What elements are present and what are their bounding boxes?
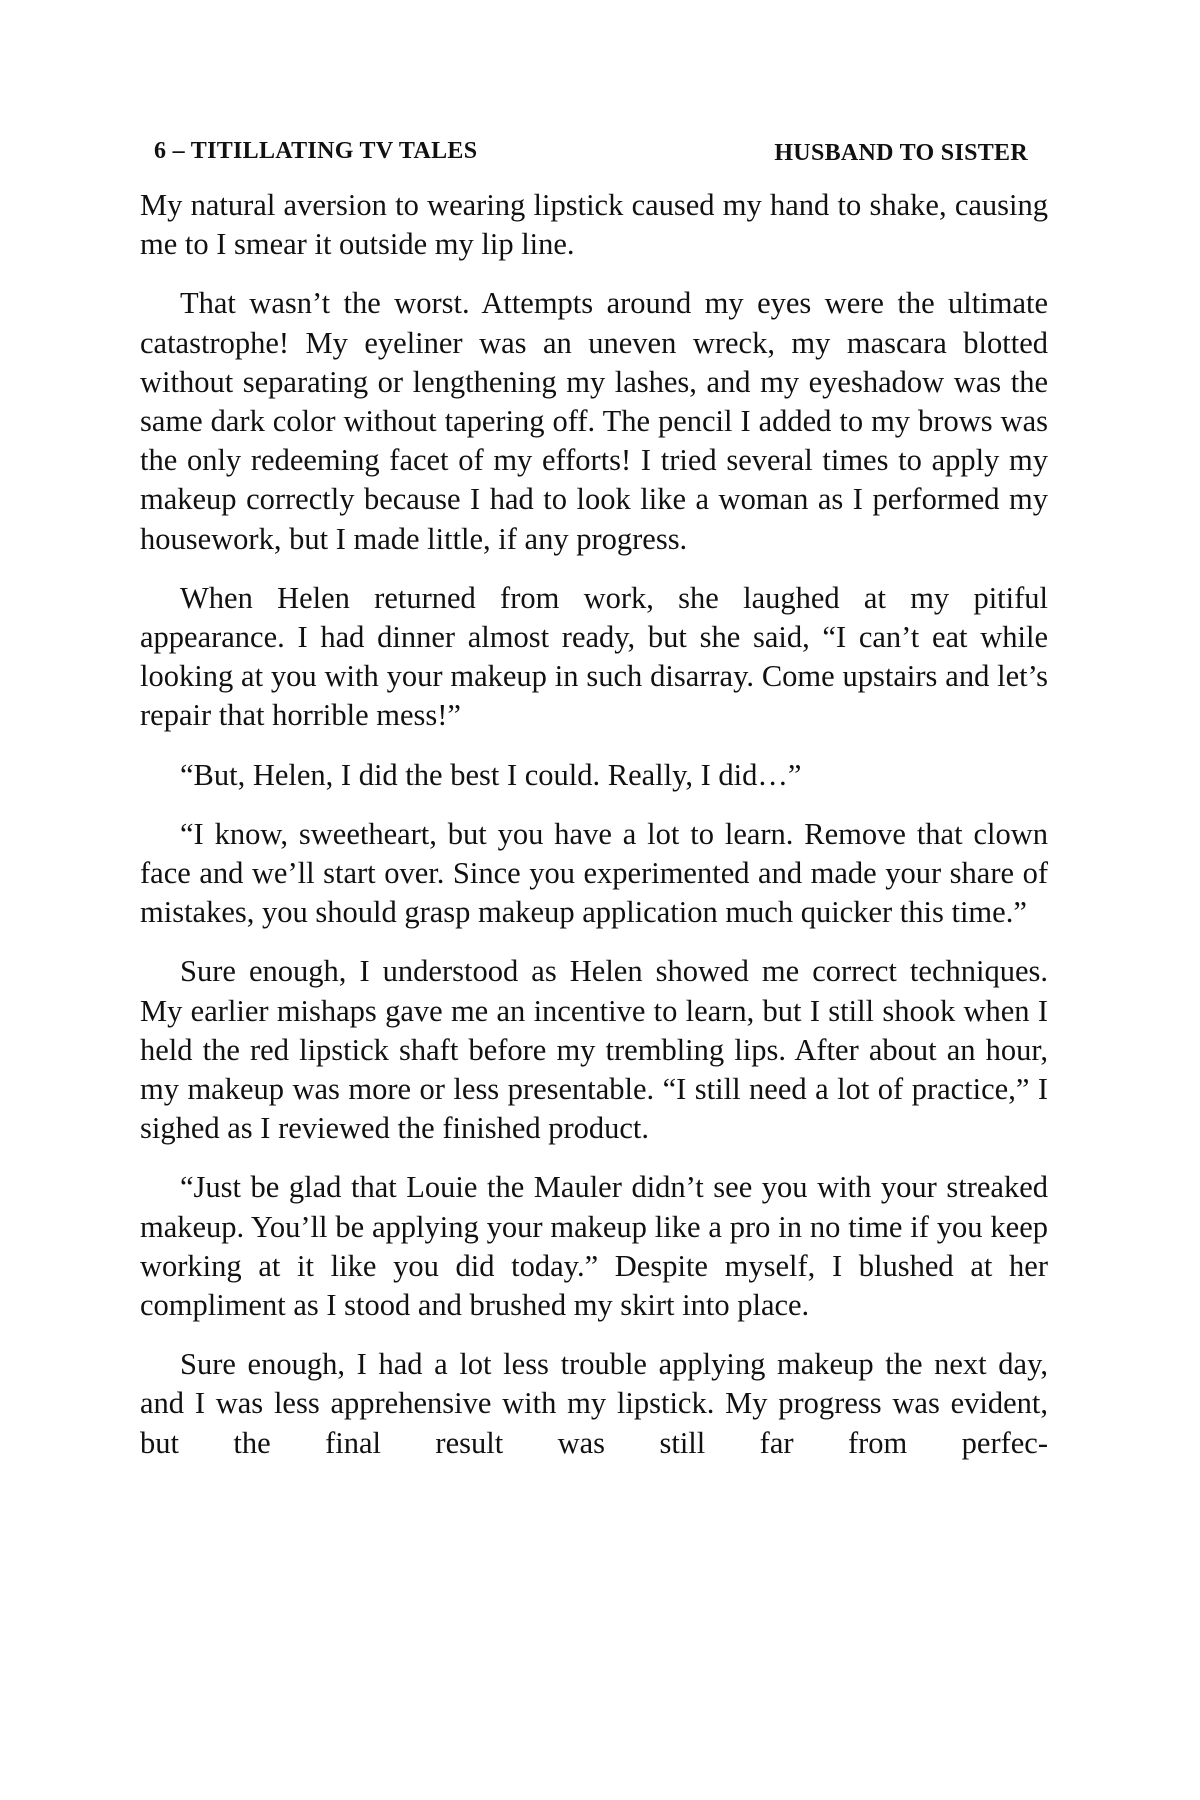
paragraph: That wasn’t the worst. Attempts around my eyes were the ultimate catastrophe! My eyeliner was an uneven wreck, my mascara blotted without separating or lengthening my lashes, and my eyeshadow was the same dark color without tapering off. The pencil I added to my brows was the only redeeming facet of my efforts! I tried several times to apply my makeup correctly because I had to look like a woman as I performed my housework, but I made little, if any progress. xyxy=(140,286,1048,556)
paragraph: My natural aversion to wearing lipstick caused my hand to shake, causing me to I smear it outside my lip line. xyxy=(140,188,1048,262)
paragraph: “But, Helen, I did the best I could. Really, I did…” xyxy=(180,757,802,792)
running-header-book-title: 6 – TITILLATING TV TALES xyxy=(154,138,478,164)
paragraph: Sure enough, I understood as Helen showed me correct techniques. My earlier mishaps gave me an incentive to learn, but I still shook when I held the red lipstick shaft before my trembling lips. After about an hour, my makeup was more or less presentable. “I still need a lot of practice,” I sighed as I reviewed the finished product. xyxy=(140,954,1048,1146)
paragraph: When Helen returned from work, she laughed at my pitiful appearance. I had dinner almost ready, but she said, “I can’t eat while looking at you with your makeup in such disarray. Come upstairs and let’s repair that horrible mess!” xyxy=(140,580,1048,733)
running-header xyxy=(140,130,1048,174)
body-text xyxy=(140,186,1048,1463)
paragraph: Sure enough, I had a lot less trouble applying makeup the next day, and I was less apprehensive with my lipstick. My progress was evident, but the final result was still far from perfec- xyxy=(140,1347,1048,1460)
page-content xyxy=(140,130,1048,1730)
paragraph: “Just be glad that Louie the Mauler didn’t see you with your streaked makeup. You’ll be applying your makeup like a pro in no time if you keep working at it like you did today.” Despite myself, I blushed at her compliment as I stood and brushed my skirt into place. xyxy=(140,1170,1048,1323)
paragraph: “I know, sweetheart, but you have a lot to learn. Remove that clown face and we’ll start over. Since you experimented and made your share of mistakes, you should grasp makeup application much quicker this time.” xyxy=(140,816,1048,930)
running-header-chapter-title: HUSBAND TO SISTER xyxy=(774,140,1028,166)
